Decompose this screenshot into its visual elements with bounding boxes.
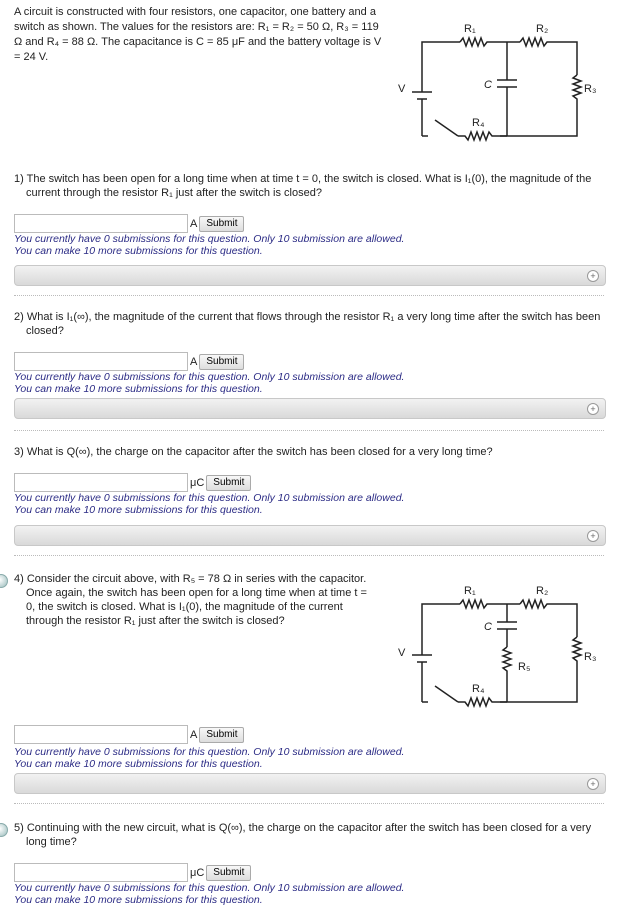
switch (435, 120, 458, 136)
answer-input[interactable] (14, 214, 188, 233)
question-status-icon (0, 574, 8, 588)
submission-count: You currently have 0 submissions for this question. Only 10 submission are allowed. (14, 746, 405, 758)
label-c: C (484, 621, 492, 633)
label-r3: R₃ (584, 83, 597, 95)
resistor-r1 (460, 600, 520, 608)
submissions-remaining: You can make 10 more submissions for this question. (14, 504, 263, 516)
answer-row (14, 725, 244, 744)
answer-input[interactable] (14, 725, 188, 744)
question-2 (14, 310, 604, 395)
capacitor (497, 80, 517, 87)
submission-count: You currently have 0 submissions for this question. Only 10 submission are allowed. (14, 882, 405, 894)
answer-input[interactable] (14, 473, 188, 492)
submissions-remaining: You can make 10 more submissions for this question. (14, 383, 263, 395)
question-4 (14, 572, 405, 770)
plus-circle-icon[interactable]: + (587, 778, 599, 790)
submission-count: You currently have 0 submissions for this question. Only 10 submission are allowed. (14, 233, 405, 245)
question-1 (14, 172, 604, 257)
unit-label: A (190, 217, 198, 230)
problem-intro: A circuit is constructed with four resistors, one capacitor, one battery and a switch as shown. The values for the resistors are: R₁ = R₂ = 50 Ω, R₃ = 119 Ω and R₄ = 88 Ω. The capacitance is C = 85 μF and the battery voltage is V = 24 V. (14, 6, 382, 63)
resistor-r5 (503, 647, 511, 702)
submit-button[interactable]: Submit (199, 727, 244, 743)
circuit-diagram-2 (380, 572, 610, 712)
question-text: 1) The switch has been open for a long time when at time t = 0, the switch is closed. What is I₁(0), the magnitude of the current through the resistor R₁ just after the switch is closed? (14, 173, 592, 199)
hint-expand-bar[interactable] (14, 525, 606, 546)
question-text: 5) Continuing with the new circuit, what is Q(∞), the charge on the capacitor after the switch has been closed for a very long time? (14, 822, 592, 848)
battery (412, 655, 432, 668)
hint-expand-bar[interactable] (14, 265, 606, 286)
question-3 (14, 445, 604, 516)
question-status-icon (0, 823, 8, 837)
answer-row (14, 863, 604, 882)
plus-circle-icon[interactable]: + (587, 403, 599, 415)
question-5 (14, 821, 604, 906)
resistor-r1 (460, 38, 520, 46)
label-r5: R₅ (518, 661, 531, 673)
unit-label: μC (190, 476, 205, 489)
label-r4: R₄ (472, 683, 485, 695)
label-r1: R₁ (464, 585, 476, 597)
answer-input[interactable] (14, 863, 188, 882)
circuit-diagram-1 (380, 10, 610, 150)
divider (14, 555, 604, 556)
unit-label: A (190, 355, 198, 368)
label-r4: R₄ (472, 117, 485, 129)
resistor-r4 (458, 132, 507, 140)
hint-expand-bar[interactable] (14, 398, 606, 419)
question-text: 4) Consider the circuit above, with R₅ = 78 Ω in series with the capacitor. Once again, the switch has been open for a long time when at time t = 0, the switch is closed. What is I₁(0), the magnitude of the current through the resistor R₁ just after the switch is closed? (14, 573, 367, 627)
submit-button[interactable]: Submit (206, 865, 251, 881)
resistor-r2 (520, 38, 577, 75)
label-v: V (398, 83, 406, 95)
submissions-remaining: You can make 10 more submissions for this question. (14, 245, 263, 257)
resistor-r3 (500, 75, 581, 136)
resistor-r3 (500, 637, 581, 702)
resistor-r2 (520, 600, 577, 637)
label-v: V (398, 647, 406, 659)
answer-input[interactable] (14, 352, 188, 371)
answer-row (14, 352, 604, 371)
submit-button[interactable]: Submit (206, 475, 251, 491)
submissions-remaining: You can make 10 more submissions for this question. (14, 758, 263, 770)
switch (435, 686, 458, 702)
question-text: 3) What is Q(∞), the charge on the capacitor after the switch has been closed for a very long time? (14, 446, 493, 458)
label-r1: R₁ (464, 23, 476, 35)
label-r2: R₂ (536, 585, 549, 597)
submission-count: You currently have 0 submissions for this question. Only 10 submission are allowed. (14, 492, 405, 504)
battery (412, 92, 432, 105)
plus-circle-icon[interactable]: + (587, 270, 599, 282)
divider (14, 295, 604, 296)
unit-label: μC (190, 866, 205, 879)
resistor-r4 (458, 698, 507, 706)
label-r3: R₃ (584, 651, 597, 663)
plus-circle-icon[interactable]: + (587, 530, 599, 542)
submission-count: You currently have 0 submissions for this question. Only 10 submission are allowed. (14, 371, 405, 383)
divider (14, 803, 604, 804)
submissions-remaining: You can make 10 more submissions for this question. (14, 894, 263, 906)
label-c: C (484, 79, 492, 91)
label-r2: R₂ (536, 23, 549, 35)
unit-label: A (190, 728, 198, 741)
answer-row (14, 473, 604, 492)
submit-button[interactable]: Submit (199, 216, 244, 232)
submit-button[interactable]: Submit (199, 354, 244, 370)
question-text: 2) What is I₁(∞), the magnitude of the current that flows through the resistor R₁ a very long time after the switch has been closed? (14, 311, 601, 337)
divider (14, 430, 604, 431)
capacitor (497, 622, 517, 629)
answer-row (14, 214, 604, 233)
hint-expand-bar[interactable] (14, 773, 606, 794)
